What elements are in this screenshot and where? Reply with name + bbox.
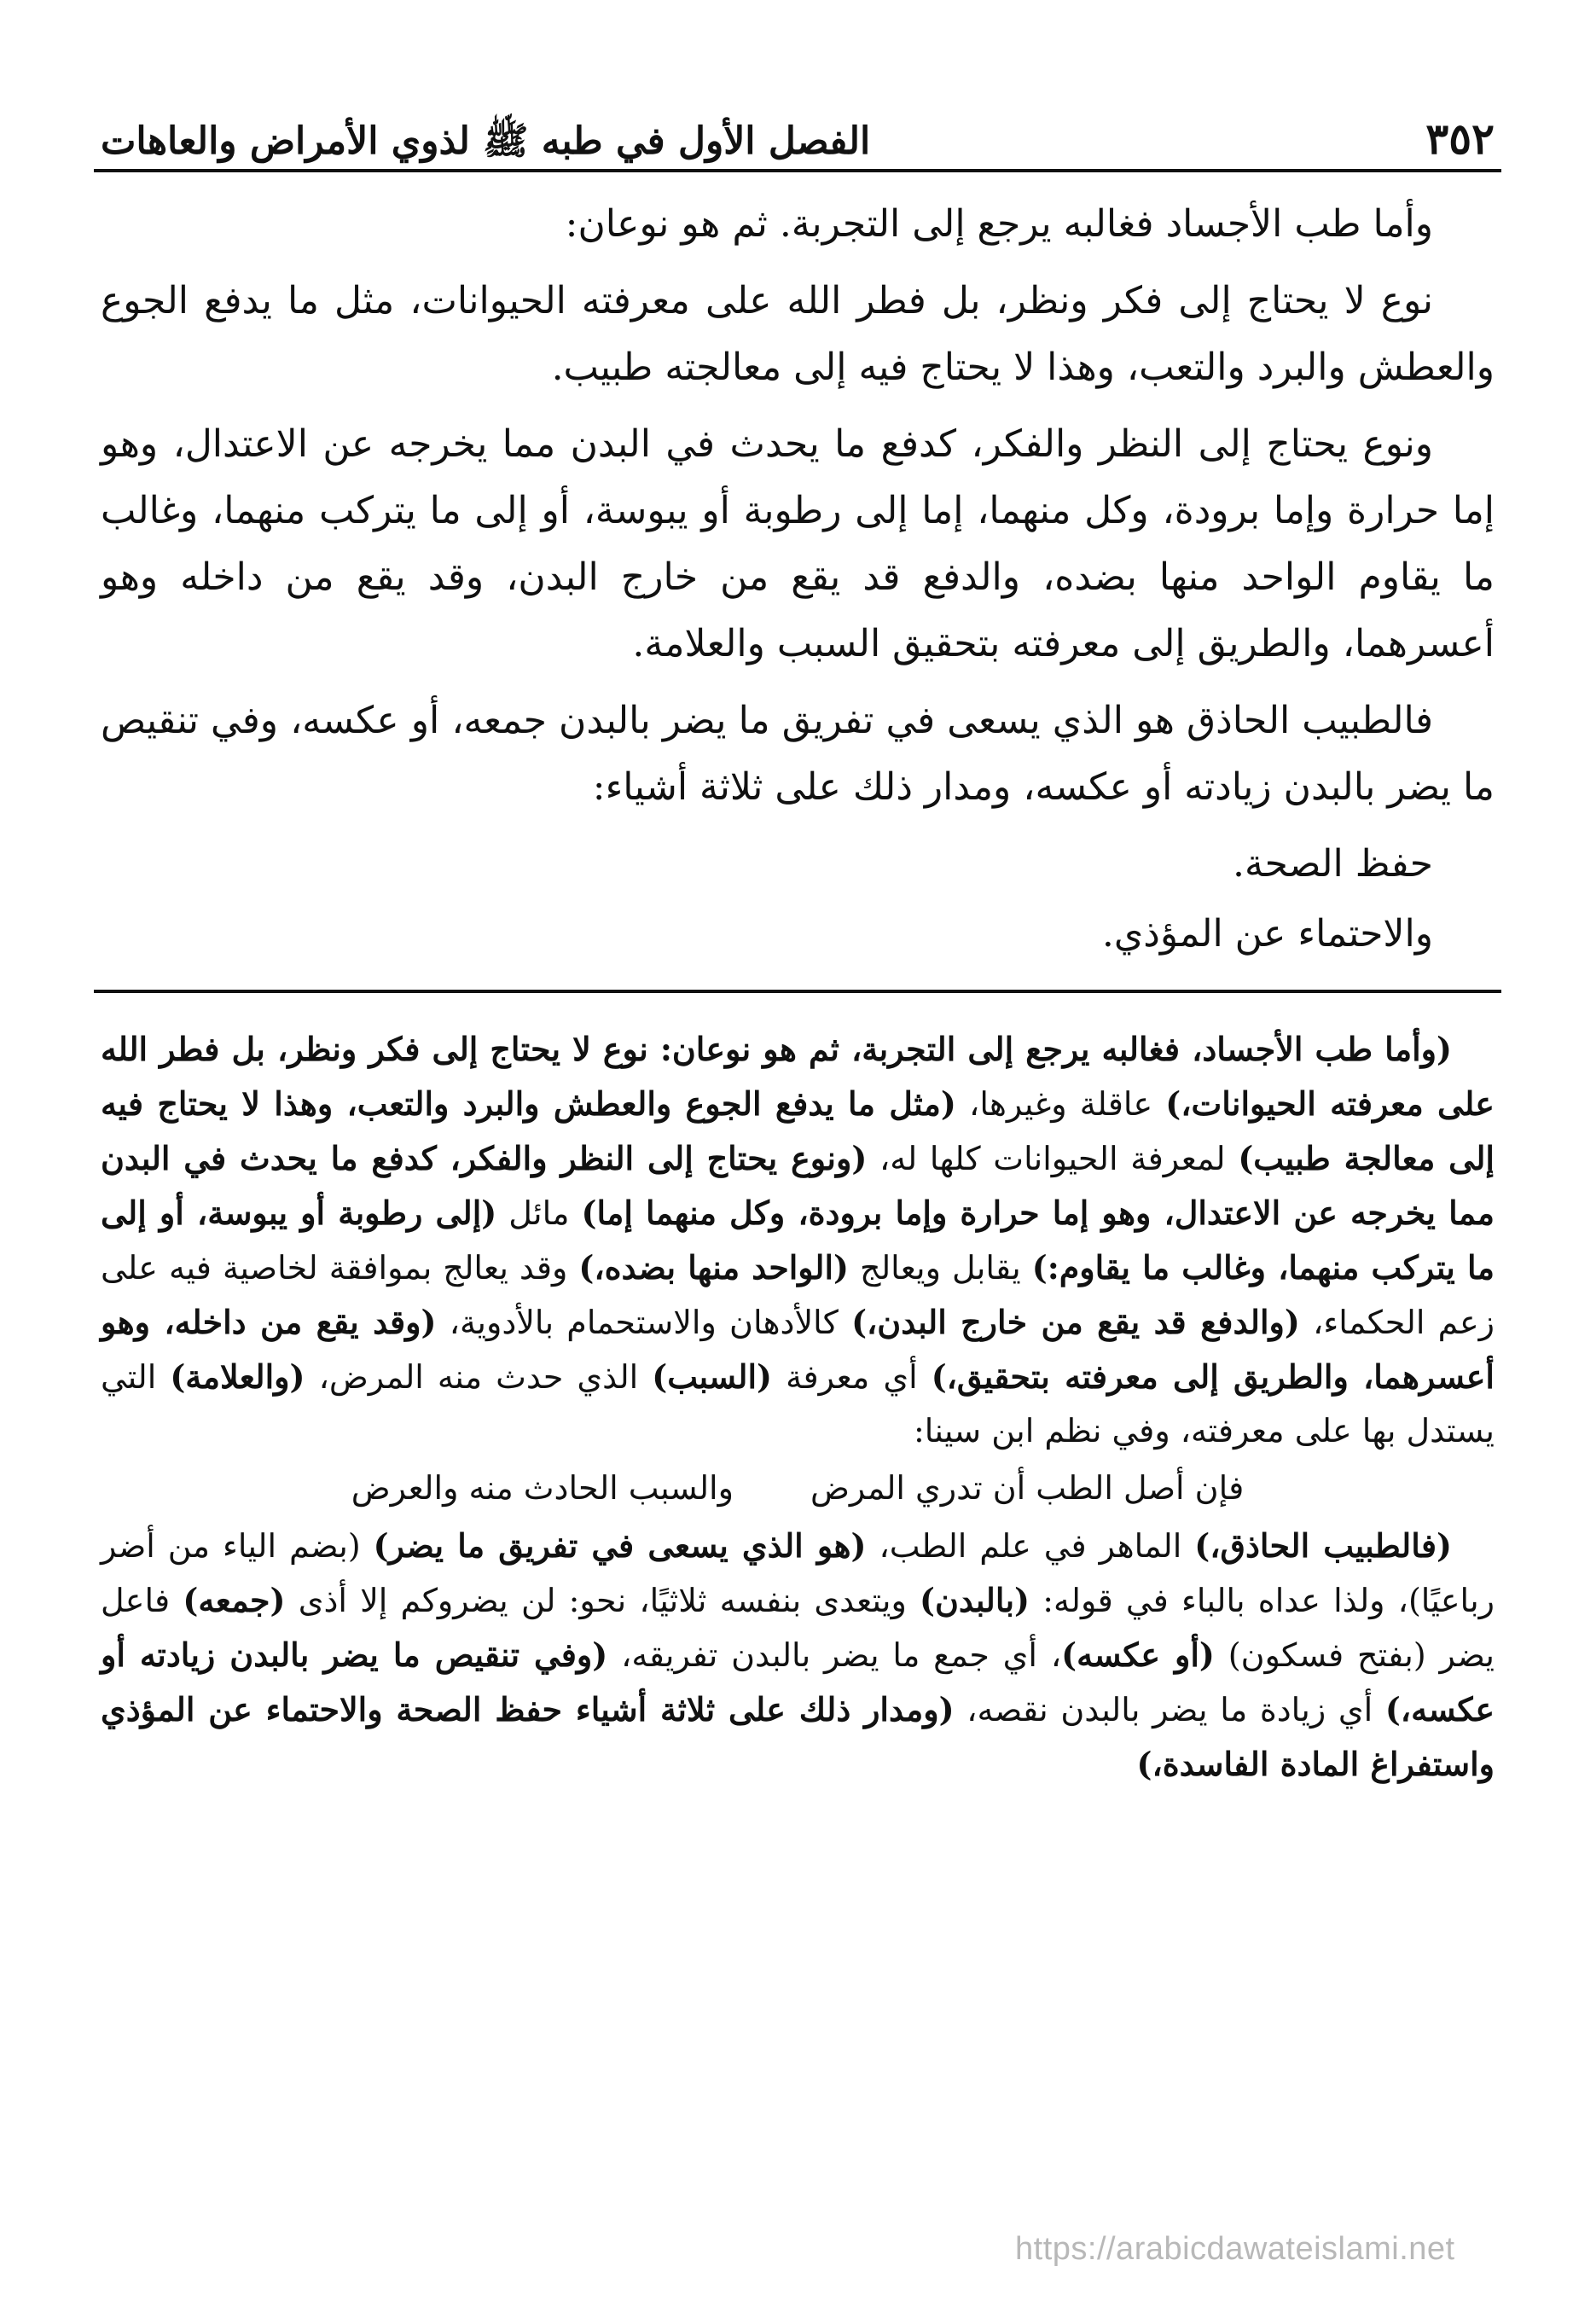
commentary-text: عاقلة وغيرها، bbox=[955, 1085, 1166, 1123]
commentary-text: الماهر في علم الطب، bbox=[866, 1527, 1195, 1565]
main-list-item-2: والاحتماء عن المؤذي. bbox=[1101, 912, 1433, 956]
poem-verse bbox=[101, 1461, 1495, 1515]
page-header bbox=[94, 94, 1501, 172]
matn-quote: (بالبدن) bbox=[920, 1581, 1030, 1619]
section-divider bbox=[94, 990, 1501, 993]
matn-quote: (وأما طب الأجساد، فغالبه يرجع إلى التجربة، ثم هو نوعان: نوع لا يحتاج إلى فكر ونظر، بل فطر الله على معرفته الحيوانات،) bbox=[101, 1030, 1495, 1123]
main-list-item-1: حفظ الصحة. bbox=[1233, 842, 1433, 886]
matn-quote: (إلى رطوبة أو يبوسة، أو إلى ما يتركب منهما، وغالب ما يقاوم:) bbox=[101, 1194, 1495, 1287]
commentary-text: الذي حدث منه المرض، bbox=[305, 1358, 653, 1396]
commentary-text: أي معرفة bbox=[772, 1358, 932, 1396]
poem-hemistich-first: فإن أصل الطب أن تدري المرض bbox=[810, 1469, 1245, 1507]
commentary-text: ، أي جمع ما يضر بالبدن تفريقه، bbox=[607, 1636, 1062, 1674]
main-paragraph-4: فالطبيب الحاذق هو الذي يسعى في تفريق ما يضر بالبدن جمعه، أو عكسه، وفي تنقيص ما يضر بالبدن زيادته أو عكسه، ومدار ذلك على ثلاثة أشياء: bbox=[101, 699, 1495, 809]
commentary-text: فاعل يضر (بفتح فسكون) bbox=[101, 1582, 1495, 1674]
matn-quote: (الواحد منها بضده،) bbox=[578, 1248, 850, 1287]
commentary bbox=[94, 1022, 1501, 1792]
main-text bbox=[94, 191, 1501, 967]
commentary-paragraph-1 bbox=[101, 1022, 1495, 1458]
matn-quote: (وفي تنقيص ما يضر بالبدن زيادته أو عكسه،) bbox=[101, 1636, 1495, 1728]
commentary-text: لمعرفة الحيوانات كلها له، bbox=[867, 1140, 1239, 1177]
matn-quote: (والدفع قد يقع من خارج البدن،) bbox=[851, 1303, 1300, 1341]
commentary-paragraph-2 bbox=[101, 1519, 1495, 1792]
commentary-text: كالأدهان والاستحمام بالأدوية، bbox=[436, 1304, 852, 1341]
commentary-text: ويتعدى بنفسه ثلاثيًا، نحو: لن يضروكم إلا أذى bbox=[285, 1582, 920, 1619]
main-paragraph-3: ونوع يحتاج إلى النظر والفكر، كدفع ما يحدث في البدن مما يخرجه عن الاعتدال، وهو إما حرارة وإما برودة، وكل منهما، إما إلى رطوبة أو يبوسة، أو إلى ما يتركب منهما، وغالب ما يقاوم الواحد منها بضده، والدفع قد يقع من خارج البدن، وقد يقع من داخله وهو أعسرهما، والطريق إلى معرفته بتحقيق السبب والعلامة. bbox=[101, 422, 1495, 665]
matn-quote: (ومدار ذلك على ثلاثة أشياء حفظ الصحة والاحتماء عن المؤذي واستفراغ المادة الفاسدة،) bbox=[101, 1690, 1495, 1783]
commentary-text: التي يستدل بها على معرفته، وفي نظم ابن سينا: bbox=[101, 1358, 1495, 1450]
matn-quote: (وقد يقع من داخله، وهو أعسرهما، والطريق إلى معرفته بتحقيق،) bbox=[101, 1303, 1495, 1396]
matn-quote: (والعلامة) bbox=[170, 1357, 305, 1396]
commentary-text: مائل bbox=[496, 1194, 582, 1232]
page-number: ٣٥٢ bbox=[1425, 113, 1495, 164]
commentary-text: وقد يعالج بموافقة لخاصية فيه على زعم الحكماء، bbox=[101, 1249, 1495, 1341]
running-title: الفصل الأول في طبه ﷺ لذوي الأمراض والعاهات bbox=[101, 119, 871, 163]
main-paragraph-2: نوع لا يحتاج إلى فكر ونظر، بل فطر الله على معرفته الحيوانات، مثل ما يدفع الجوع والعطش والبرد والتعب، وهذا لا يحتاج فيه إلى معالجته طبيب. bbox=[101, 279, 1495, 389]
matn-quote: (أو عكسه) bbox=[1061, 1636, 1215, 1674]
commentary-text: أي زيادة ما يضر بالبدن نقصه، bbox=[954, 1691, 1385, 1728]
commentary-text: يقابل ويعالج bbox=[849, 1249, 1032, 1287]
matn-quote: (السبب) bbox=[652, 1357, 773, 1396]
poem-hemistich-second: والسبب الحادث منه والعرض bbox=[351, 1469, 734, 1507]
matn-quote: (فالطبيب الحاذق،) bbox=[1194, 1526, 1452, 1565]
matn-quote: (ونوع يحتاج إلى النظر والفكر، كدفع ما يحدث في البدن مما يخرجه عن الاعتدال، وهو إما حرارة وإما برودة، وكل منهما إما) bbox=[101, 1139, 1495, 1232]
matn-quote: (هو الذي يسعى في تفريق ما يضر) bbox=[373, 1526, 867, 1565]
main-paragraph-1: وأما طب الأجساد فغالبه يرجع إلى التجربة. ثم هو نوعان: bbox=[565, 202, 1433, 246]
book-page bbox=[94, 94, 1501, 2278]
watermark-url: https://arabicdawateislami.net bbox=[1015, 2231, 1455, 2267]
commentary-text: (بضم الياء من أضر رباعيًا)، ولذا عداه بالباء في قوله: bbox=[101, 1527, 1495, 1619]
matn-quote: (مثل ما يدفع الجوع والعطش والبرد والتعب، وهذا لا يحتاج فيه إلى معالجة طبيب) bbox=[101, 1084, 1495, 1177]
matn-quote: (جمعه) bbox=[183, 1581, 286, 1619]
